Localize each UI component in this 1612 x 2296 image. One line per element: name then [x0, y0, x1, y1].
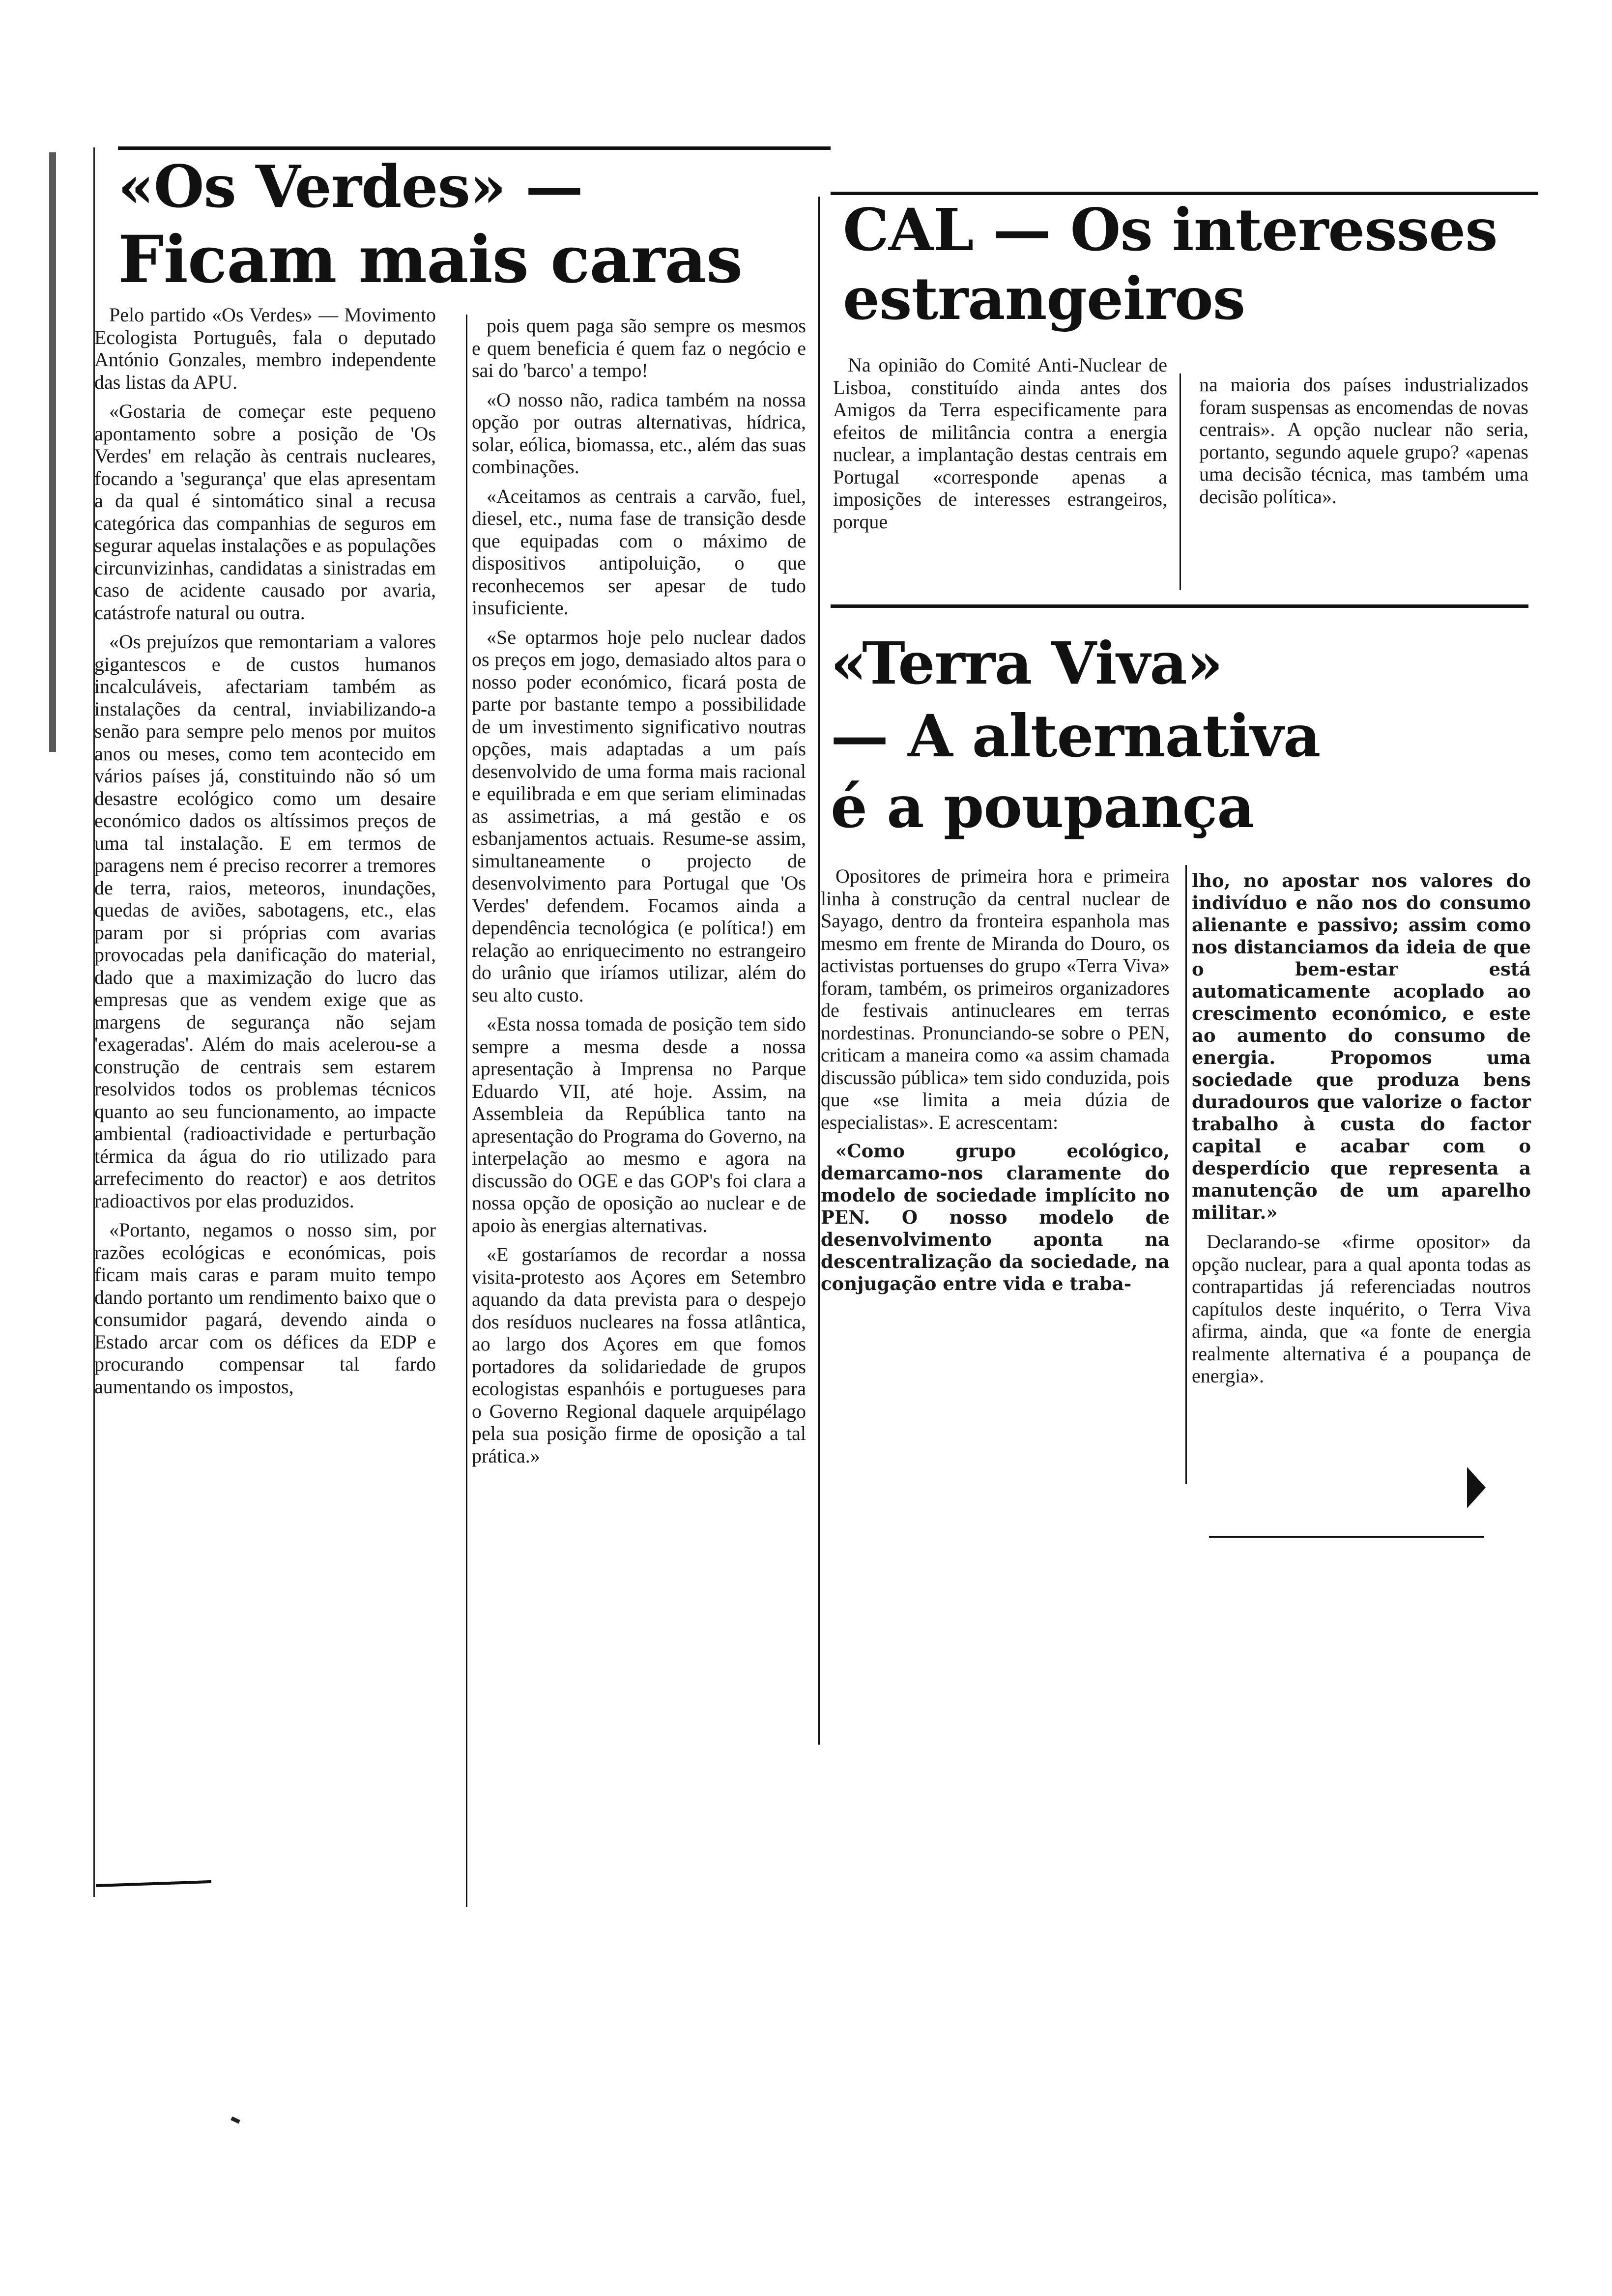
paragraph: «Aceitamos as centrais a carvão, fuel, diesel, etc., numa fase de transição desde que equipadas com o máximo de dispositivos antipoluição, o que reconhecemos ser apesar de tudo insuficiente.	[472, 485, 806, 619]
article-cal-column-2	[1199, 373, 1528, 515]
stray-mark	[230, 2117, 240, 2124]
article-cal-title-line1: CAL — Os interesses	[843, 196, 1497, 264]
article-cal-bottom-rule	[831, 604, 1528, 608]
article-os-verdes-title-line1: «Os Verdes» —	[118, 152, 583, 221]
paragraph: «Gostaria de começar este pequeno apontamento sobre a posição de 'Os Verdes' em relação às centrais nucleares, focando a 'segurança' que elas apresentam a da qual é sintomático sinal a recusa categórica das companhias de seguros em segurar aquelas instalações e as populações circunvizinhas, candidatas a sinistradas em caso de acidente causado por avaria, catástrofe natural ou outra.	[94, 400, 436, 624]
paragraph: «Os prejuízos que remontariam a valores gigantescos e de custos humanos incalculáveis, afectariam também as instalações da central, inviabilizando-a senão para sempre pelo menos por muitos anos ou meses, como tem acontecido em vários países já, constituindo não só um desastre ecológico como um desaire económico dados os altíssimos preços de uma tal instalação. E em termos de paragens nem é preciso recorrer a tremores de terra, raios, meteoros, inundações, quedas de aviões, sabotagens, etc., elas param por si próprias com avarias provocadas pela danificação do material, dado que a maximização do lucro das empresas que as vendem exige que as margens de segurança não sejam 'exageradas'. Além do mais acelerou-se a construção de centrais sem estarem resolvidos todos os problemas técnicos quanto ao seu funcionamento, ao impacte ambiental (radioactividade e perturbação térmica da água do rio utilizado para arrefecimento do reactor) e aos detritos radioactivos por elas produzidos.	[94, 631, 436, 1212]
paragraph: Pelo partido «Os Verdes» — Movimento Ecologista Português, fala o deputado António Gonzales, membro independente das listas da APU.	[94, 304, 436, 393]
article-os-verdes-column-2	[472, 315, 806, 1474]
paragraph: Opositores de primeira hora e primeira linha à construção da central nuclear de Sayago, dentro da fronteira espanhola mas mesmo em frente de Miranda do Douro, os activistas portuenses do grupo «Terra Viva» foram, também, os primeiros organizadores de festivais antinucleares em terras nordestinas. Pronunciando-se sobre o PEN, criticam a maneira como «a assim chamada discussão pública» tem sido conduzida, pois que «se limita a meia dúzia de especialistas». E acrescentam:	[821, 865, 1170, 1133]
paragraph: «Esta nossa tomada de posição tem sido sempre a mesma desde a nossa apresentação à Imprensa no Parque Eduardo VII, até hoje. Assim, na Assembleia da República tanto na apresentação do Programa do Governo, na interpelação ao mesmo e agora na discussão do OGE e das GOP's foi clara a nossa opção de oposição ao nuclear e de apoio às energias alternativas.	[472, 1013, 806, 1236]
paragraph: «E gostaríamos de recordar a nossa visita-protesto aos Açores em Setembro aquando da data prevista para o despejo dos resíduos nucleares na fossa atlântica, ao largo dos Açores em que fomos portadores da solidariedade de grupos ecologistas espanhóis e portugueses para o Governo Regional daquele arquipélago pela sua posição firme de oposição a tal prática.»	[472, 1243, 806, 1467]
article-terra-viva-end-rule	[1209, 1536, 1484, 1538]
paragraph: Declarando-se «firme opositor» da opção nuclear, para a qual aponta todas as contrapartidas já referenciadas noutros capítulos deste inquérito, o Terra Viva afirma, ainda, que «a fonte de energia realmente alternativa é a poupança de energia».	[1192, 1231, 1531, 1387]
column-divider-4	[1185, 865, 1187, 1484]
scan-edge-mark	[49, 152, 56, 752]
article-terra-viva-title-line3: é a poupança	[831, 773, 1254, 841]
top-rule-right	[831, 192, 1538, 195]
article-cal-column-1	[833, 354, 1167, 540]
paragraph-bold: lho, no apostar nos valores do indivíduo e não nos do consumo alienante e passivo; assim como nos distanciamos da ideia de que o bem-estar está automaticamente acoplado ao crescimento económico, e este ao aumento do consumo de energia. Propomos uma sociedade que produza bens duradouros que valorize o factor trabalho à custa do factor capital e acabar com o desperdício que representa a manutenção de um aparelho militar.»	[1192, 870, 1531, 1223]
paragraph: Na opinião do Comité Anti-Nuclear de Lisboa, constituído ainda antes dos Amigos da Terra especificamente para efeitos de militância contra a energia nuclear, a implantação destas centrais em Portugal «corresponde apenas a imposições de interesses estrangeiros, porque	[833, 354, 1167, 533]
paragraph: «Portanto, negamos o nosso sim, por razões ecológicas e económicas, pois ficam mais caras e param muito tempo dando portanto um rendimento baixo que o consumidor pagará, devendo ainda o Estado arcar com os défices da EDP e procurando compensar tal fardo aumentando os impostos,	[94, 1219, 436, 1398]
column-divider-2	[818, 197, 820, 1745]
article-os-verdes-end-rule	[96, 1880, 211, 1887]
article-os-verdes-title-line2: Ficam mais caras	[118, 222, 743, 298]
paragraph: na maioria dos países industrializados foram suspensas as encomendas de novas centrais». A opção nuclear não seria, portanto, segundo aquele grupo? «apenas uma decisão técnica, mas também uma decisão política».	[1199, 373, 1528, 508]
article-terra-viva-title-line1: «Terra Viva»	[831, 629, 1223, 697]
article-terra-viva-column-1	[821, 865, 1170, 1302]
paragraph-bold: «Como grupo ecológico, demarcamo-nos claramente do modelo de sociedade implícito no PEN. O nosso modelo de desenvolvimento aponta na descentralização da sociedade, na conjugação entre vida e traba-	[821, 1140, 1170, 1294]
top-rule-left	[118, 146, 831, 150]
paragraph: pois quem paga são sempre os mesmos e quem beneficia é quem faz o negócio e sai do 'barco' a tempo!	[472, 315, 806, 381]
column-divider-3	[1180, 373, 1181, 590]
paragraph: «O nosso não, radica também na nossa opção por outras alternativas, hídrica, solar, eólica, biomassa, etc., além das suas combinações.	[472, 388, 806, 478]
paragraph: «Se optarmos hoje pelo nuclear dados os preços em jogo, demasiado altos para o nosso poder económico, ficará posta de parte por bastante tempo a possibilidade de um investimento significativo noutras opções, mais adaptadas a um país desenvolvido de uma forma mais racional e equilibrada e em que seriam eliminadas as assimetrias, a má gestão e os esbanjamentos actuais. Resume-se assim, simultaneamente o projecto de desenvolvimento para Portugal que 'Os Verdes' defendem. Focamos ainda a dependência tecnológica (e política!) em relação ao enriquecimento no estrangeiro do urânio que iríamos utilizar, além do seu alto custo.	[472, 626, 806, 1006]
column-divider-1	[466, 315, 467, 1907]
article-os-verdes-column-1	[94, 304, 436, 1405]
article-terra-viva-title-line2: — A alternativa	[831, 702, 1321, 770]
continue-arrow-icon	[1467, 1467, 1486, 1508]
article-cal-title-line2: estrangeiros	[843, 264, 1245, 333]
article-terra-viva-column-2	[1192, 870, 1531, 1394]
